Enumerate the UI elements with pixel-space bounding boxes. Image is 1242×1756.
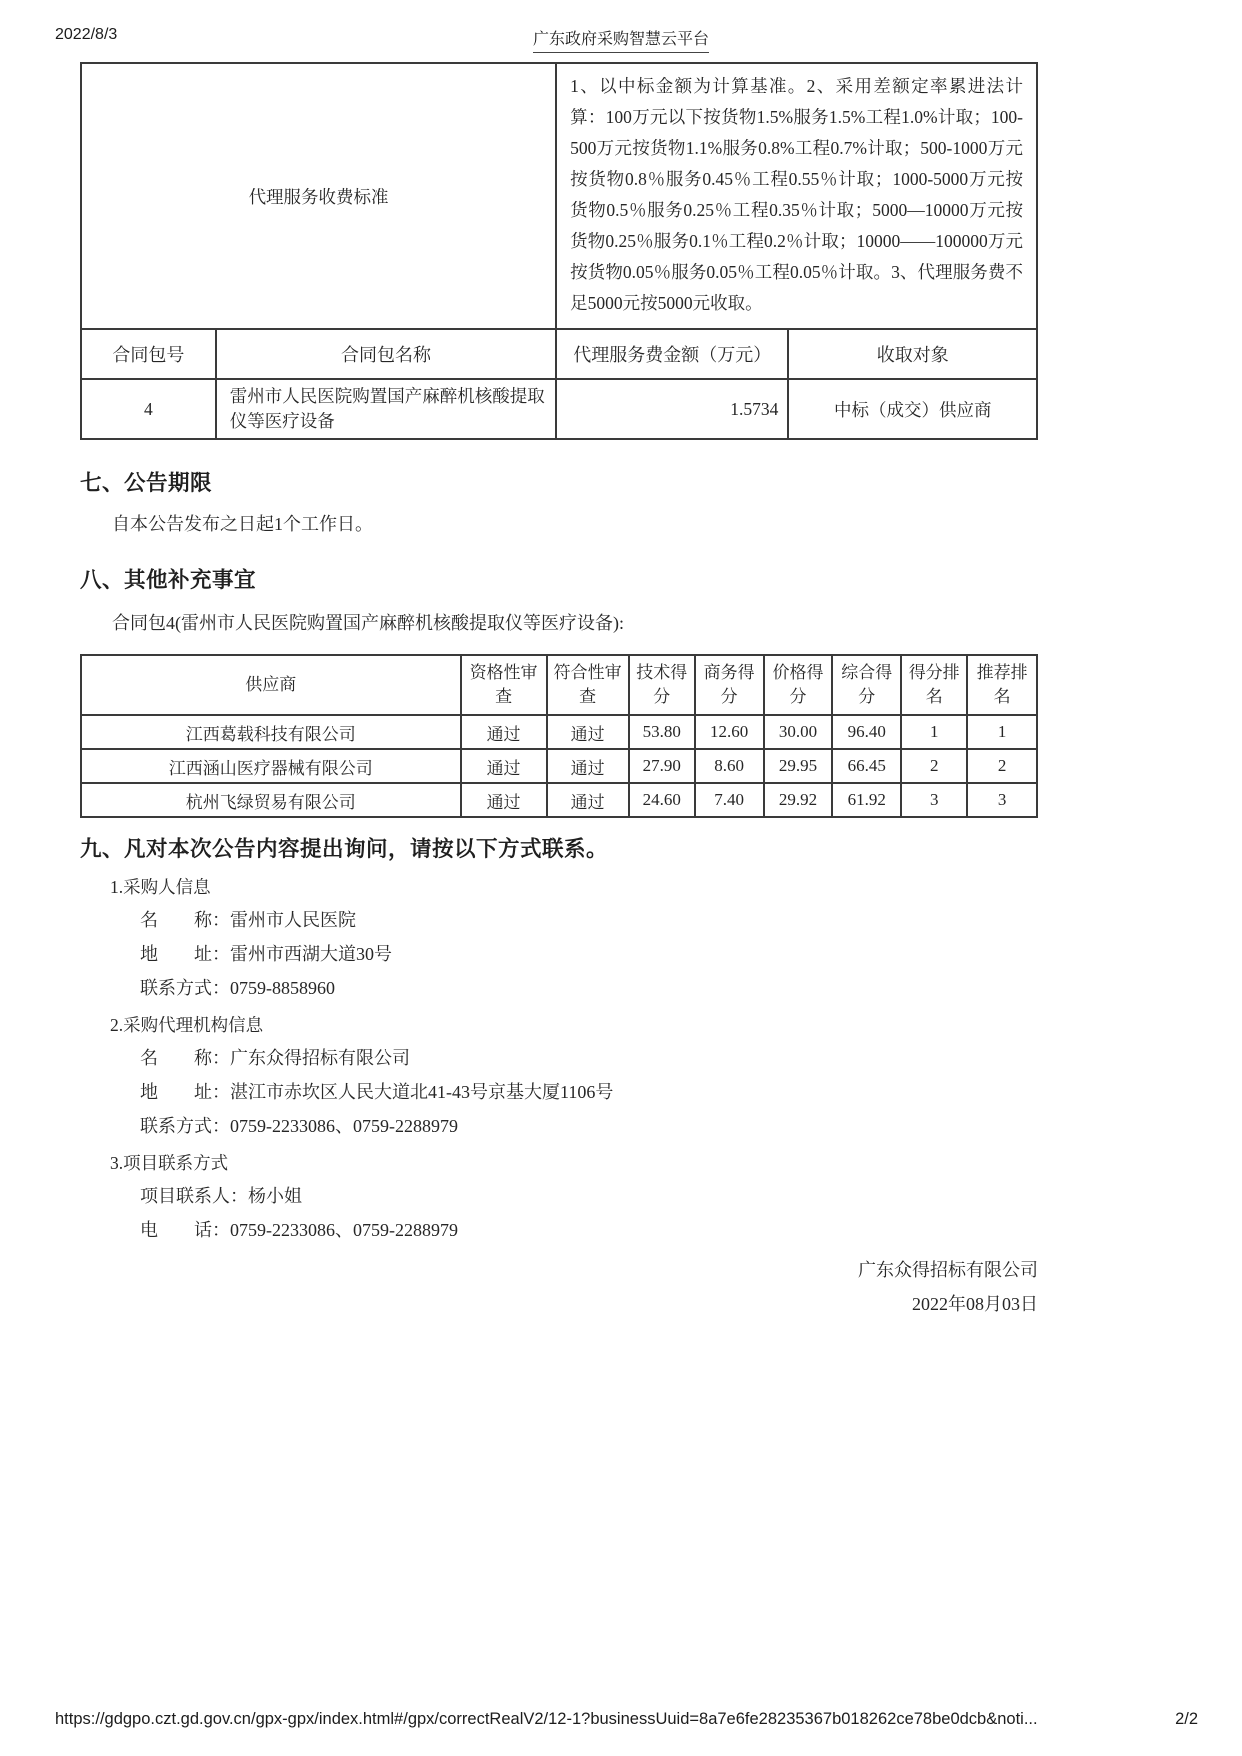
agency-contact: 联系方式：0759-2233086、0759-2288979 [140,1116,458,1136]
section7-body: 自本公告发布之日起1个工作日。 [112,514,373,534]
col-header-price-score: 价格得分 [764,655,833,715]
charge-target-cell: 中标（成交）供应商 [788,379,1037,439]
score-table-row [81,783,1037,817]
business-score: 7.40 [695,783,764,817]
business-score: 8.60 [695,749,764,783]
business-score: 12.60 [695,715,764,749]
qualification-result: 通过 [461,715,547,749]
qualification-result: 通过 [461,783,547,817]
package-name-cell: 雷州市人民医院购置国产麻醉机核酸提取仪等医疗设备 [216,379,556,439]
col-header-business-score: 商务得分 [695,655,764,715]
col-header-package-name: 合同包名称 [216,329,556,379]
purchaser-contact: 联系方式：0759-8858960 [140,978,335,998]
col-header-fee-amount: 代理服务费金额（万元） [556,329,788,379]
print-footer [55,1710,1198,1729]
price-score: 30.00 [764,715,833,749]
print-header [55,26,1187,52]
project-contact-phone: 电 话：0759-2233086、0759-2288979 [140,1220,458,1240]
col-header-package-no: 合同包号 [81,329,216,379]
section9-heading: 九、凡对本次公告内容提出询问，请按以下方式联系。 [80,837,609,861]
signature-date: 2022年08月03日 [912,1294,1038,1314]
document-body [80,62,1038,1317]
col-header-score-rank: 得分排名 [901,655,967,715]
col-header-recommend-rank: 推荐排名 [967,655,1037,715]
technical-score: 24.60 [629,783,695,817]
supplier-name: 杭州飞绿贸易有限公司 [81,783,461,817]
source-url: https://gdgpo.czt.gd.gov.cn/gpx-gpx/index.html#/gpx/correctRealV2/12-1?businessUuid=8a7e6fe28235367b018262ce78be0dcb&noti... [55,1710,1038,1728]
project-contact-heading: 3.项目联系方式 [110,1153,229,1173]
signature-block [80,1257,1038,1317]
section7-heading: 七、公告期限 [80,471,213,495]
col-header-qualification-review: 资格性审查 [461,655,547,715]
conformity-result: 通过 [547,749,629,783]
recommend-rank: 2 [967,749,1037,783]
technical-score: 53.80 [629,715,695,749]
score-rank: 2 [901,749,967,783]
technical-score: 27.90 [629,749,695,783]
project-contact-group [80,1151,1038,1243]
section8-body: 合同包4(雷州市人民医院购置国产麻醉机核酸提取仪等医疗设备): [112,613,624,633]
package-table-row [81,379,1037,439]
qualification-result: 通过 [461,749,547,783]
page-number: 2/2 [1175,1710,1198,1728]
col-header-charge-target: 收取对象 [788,329,1037,379]
purchaser-address: 地 址：雷州市西湖大道30号 [140,944,392,964]
score-table-row [81,749,1037,783]
col-header-conformity-review: 符合性审查 [547,655,629,715]
fee-standard-text: 1、以中标金额为计算基准。2、采用差额定率累进法计算：100万元以下按货物1.5%服务1.5%工程1.0%计取；100-500万元按货物1.1%服务0.8%工程0.7%计取；500-1000万元按货物0.8％服务0.45％工程0.55％计取；1000-5000万元按货物0.5％服务0.25％工程0.35％计取；5000—10000万元按货物0.25％服务0.1％工程0.2％计取；10000——100000万元按货物0.05％服务0.05％工程0.05％计取。3、代理服务费不足5000元按5000元收取。 [556,63,1037,329]
agency-info-group [80,1013,1038,1139]
purchaser-name: 名 称：雷州市人民医院 [140,910,356,930]
score-table-header-row [81,655,1037,715]
package-table-header-row [81,329,1037,379]
fee-standard-row [81,63,1037,329]
fee-standard-label: 代理服务收费标准 [81,63,556,329]
conformity-result: 通过 [547,783,629,817]
print-date: 2022/8/3 [55,26,118,43]
page-title: 广东政府采购智慧云平台 [533,26,709,53]
price-score: 29.92 [764,783,833,817]
agency-address: 地 址：湛江市赤坎区人民大道北41-43号京基大厦1106号 [140,1082,614,1102]
section8-heading: 八、其他补充事宜 [80,568,257,592]
score-table-row [81,715,1037,749]
agency-info-heading: 2.采购代理机构信息 [110,1015,264,1035]
col-header-supplier: 供应商 [81,655,461,715]
supplier-score-table [80,654,1038,818]
recommend-rank: 1 [967,715,1037,749]
supplier-name: 江西葛载科技有限公司 [81,715,461,749]
col-header-technical-score: 技术得分 [629,655,695,715]
score-rank: 3 [901,783,967,817]
purchaser-info-group [80,875,1038,1001]
signature-company: 广东众得招标有限公司 [858,1260,1038,1280]
fee-amount-cell: 1.5734 [556,379,788,439]
contract-fee-table [80,62,1038,440]
total-score: 96.40 [832,715,901,749]
score-rank: 1 [901,715,967,749]
purchaser-info-heading: 1.采购人信息 [110,877,211,897]
supplier-name: 江西涵山医疗器械有限公司 [81,749,461,783]
col-header-total-score: 综合得分 [832,655,901,715]
total-score: 66.45 [832,749,901,783]
project-contact-person: 项目联系人：杨小姐 [140,1186,302,1206]
price-score: 29.95 [764,749,833,783]
conformity-result: 通过 [547,715,629,749]
recommend-rank: 3 [967,783,1037,817]
package-no-cell: 4 [81,379,216,439]
agency-name: 名 称：广东众得招标有限公司 [140,1048,410,1068]
total-score: 61.92 [832,783,901,817]
